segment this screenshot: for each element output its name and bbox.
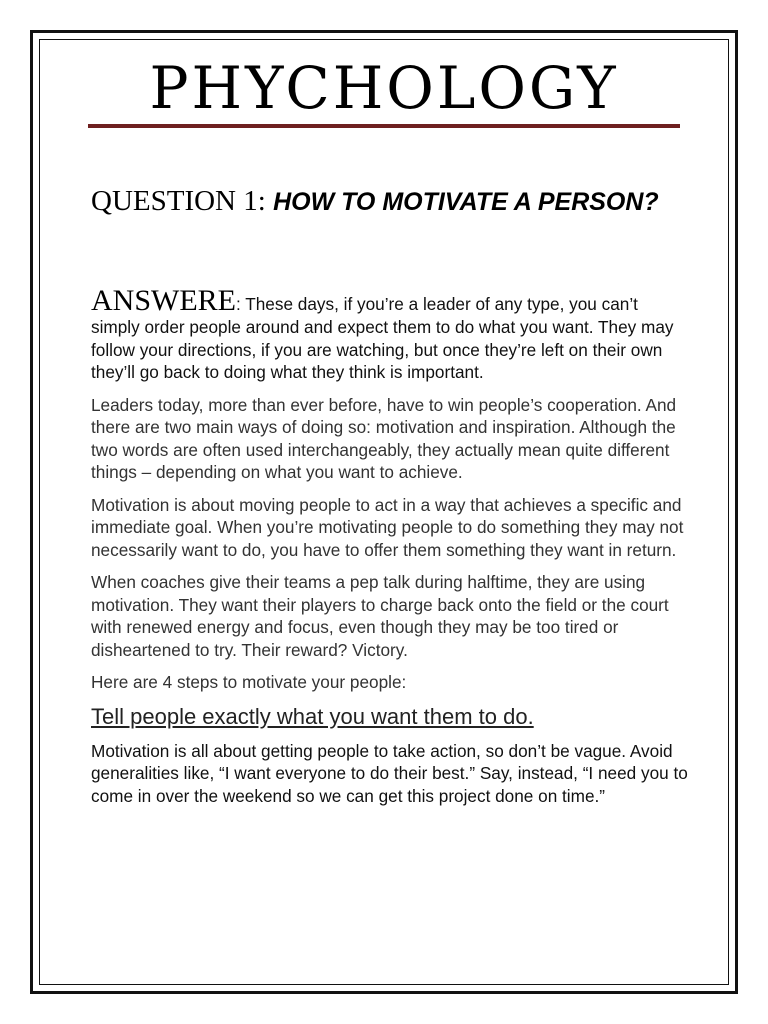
paragraph-coaches: When coaches give their teams a pep talk during halftime, they are using motivation. They want their players to charge back onto the field or the court with renewed energy and focus, even though they may be too tired or disheartened to try. Their reward? Victory. — [91, 572, 669, 660]
answer-label: ANSWERE — [91, 284, 236, 317]
question-separator: : — [257, 185, 274, 217]
paragraph-motivation: Motivation is about moving people to act in a way that achieves a specific and immediate goal. When you’re motivating people to do something they may not necessarily want to do, you have to offer them something they want in return. — [91, 494, 684, 560]
answer-separator: : — [236, 294, 246, 314]
paragraph-cooperation: Leaders today, more than ever before, have to win people’s cooperation. And there are two main ways of doing so: motivation and inspiration. Although the two words are often used interchangeably, they actually mean quite different things – depending on what you want to achieve. — [91, 394, 677, 482]
question-label: QUESTION 1 — [91, 185, 258, 217]
question-text: HOW TO MOTIVATE A PERSON? — [273, 188, 659, 216]
answer-text: These days, if you’re a leader of any type, you can’t simply order people around and expect them to do what you want. They may follow your directions, if you are watching, but once they’re left on their own they’ll go back to doing what they think is important. — [91, 294, 674, 382]
answer-paragraph — [91, 286, 691, 384]
step-heading: Tell people exactly what you want them to do. — [91, 703, 534, 729]
document-body — [91, 286, 691, 817]
title-underline-rule — [88, 124, 680, 128]
question-block — [91, 178, 691, 229]
paragraph-action: Motivation is all about getting people to take action, so don’t be vague. Avoid generalities like, “I want everyone to do their best.” Say, instead, “I need you to come in over the weekend so we can get this project done on time.” — [91, 740, 688, 806]
paragraph-steps-intro: Here are 4 steps to motivate your people: — [91, 672, 407, 692]
document-title: PHYCHOLOGY — [149, 54, 619, 122]
